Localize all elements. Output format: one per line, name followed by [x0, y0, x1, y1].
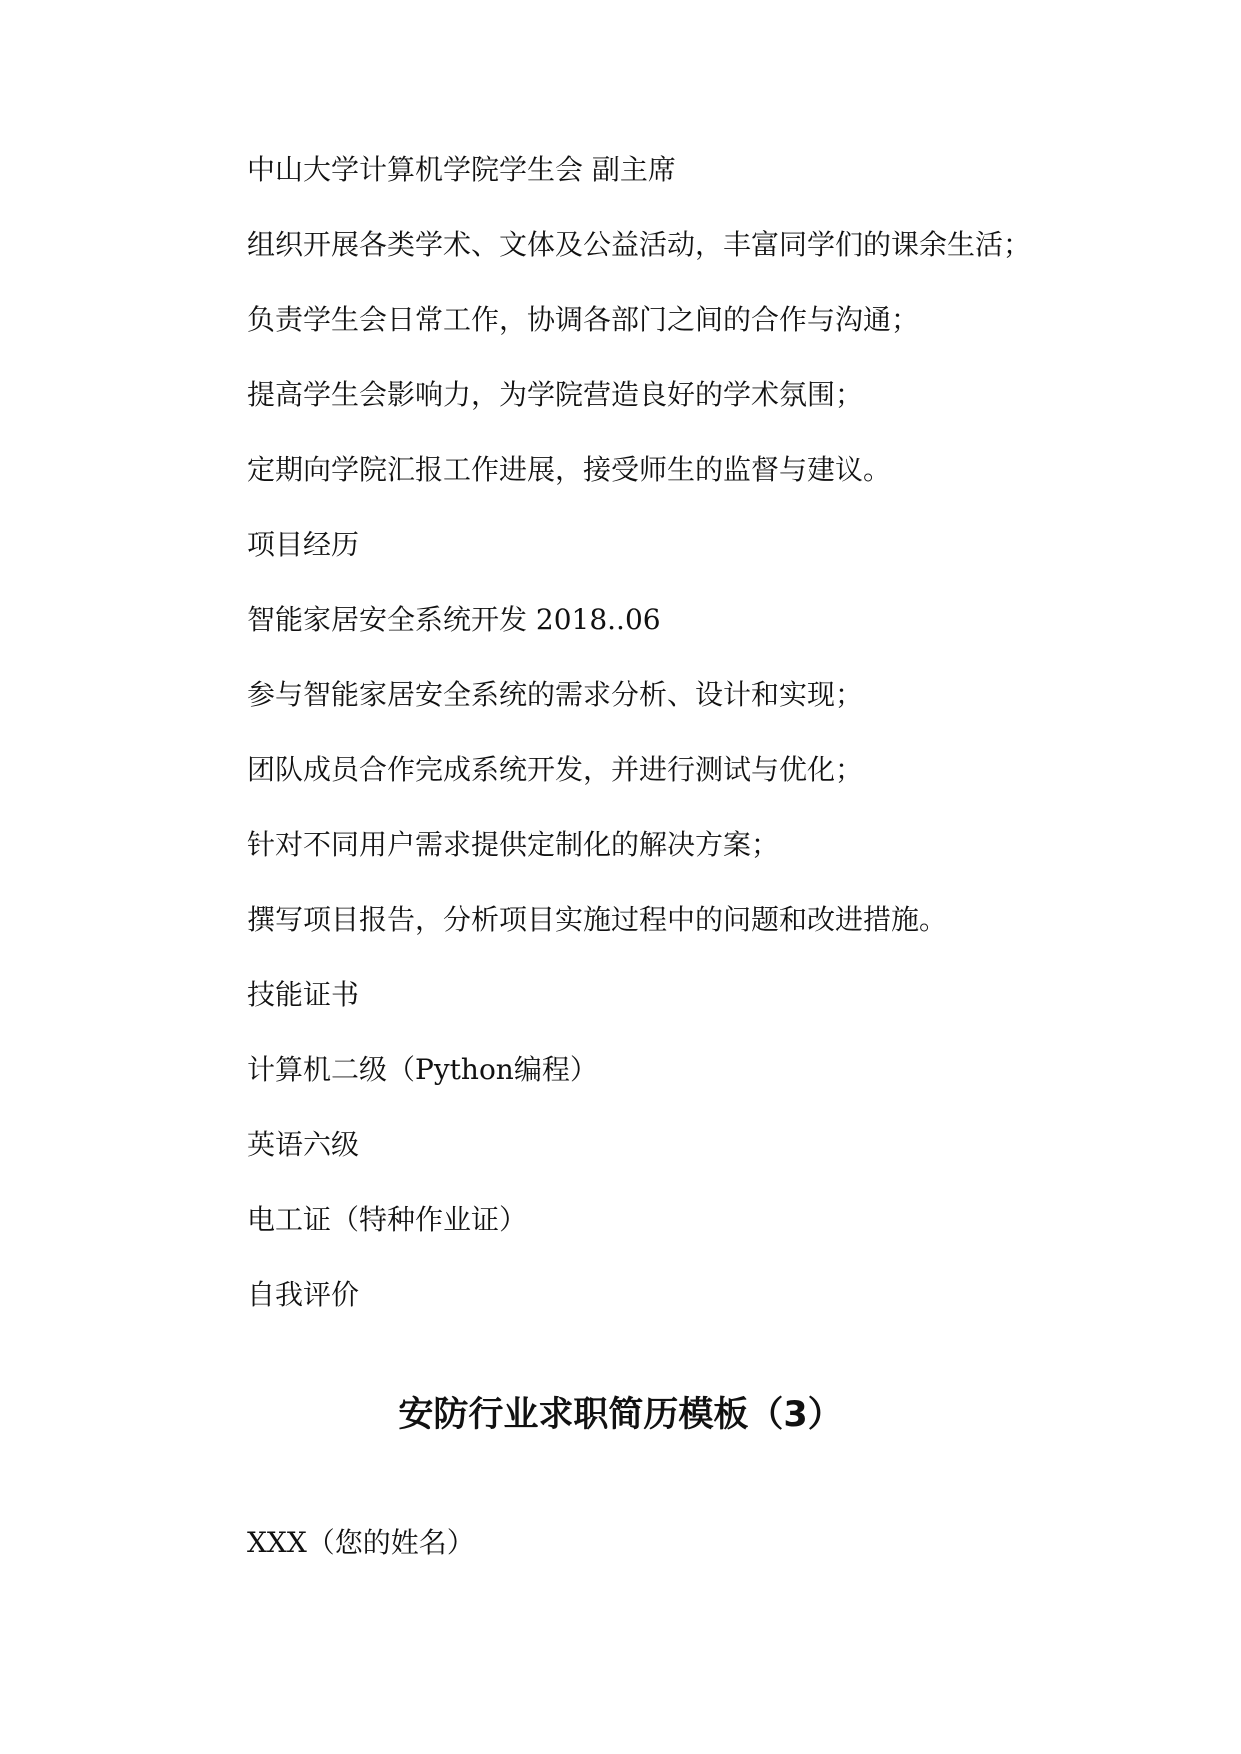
section-heading-self-evaluation: 自我评价 [247, 1278, 360, 1311]
duty-item: 定期向学院汇报工作进展，接受师生的监督与建议。 [247, 453, 892, 486]
duty-item: 负责学生会日常工作，协调各部门之间的合作与沟通； [247, 303, 920, 336]
name-placeholder: XXX（您的姓名） [247, 1526, 475, 1559]
project-item: 参与智能家居安全系统的需求分析、设计和实现； [247, 678, 864, 711]
duty-item: 提高学生会影响力，为学院营造良好的学术氛围； [247, 378, 864, 411]
template-title: 安防行业求职简历模板（3） [398, 1395, 843, 1435]
certificate-item: 电工证（特种作业证） [247, 1203, 528, 1236]
section-heading-certificates: 技能证书 [247, 978, 360, 1011]
section-heading-projects: 项目经历 [247, 528, 360, 561]
project-item: 撰写项目报告，分析项目实施过程中的问题和改进措施。 [247, 903, 948, 936]
project-item: 团队成员合作完成系统开发，并进行测试与优化； [247, 753, 864, 786]
position-title: 中山大学计算机学院学生会 副主席 [247, 153, 676, 186]
project-title: 智能家居安全系统开发 2018..06 [247, 603, 661, 636]
project-item: 针对不同用户需求提供定制化的解决方案； [247, 828, 780, 861]
duty-item: 组织开展各类学术、文体及公益活动，丰富同学们的课余生活； [247, 228, 1032, 261]
certificate-item: 英语六级 [247, 1128, 360, 1161]
certificate-item: 计算机二级（Python编程） [247, 1053, 598, 1086]
